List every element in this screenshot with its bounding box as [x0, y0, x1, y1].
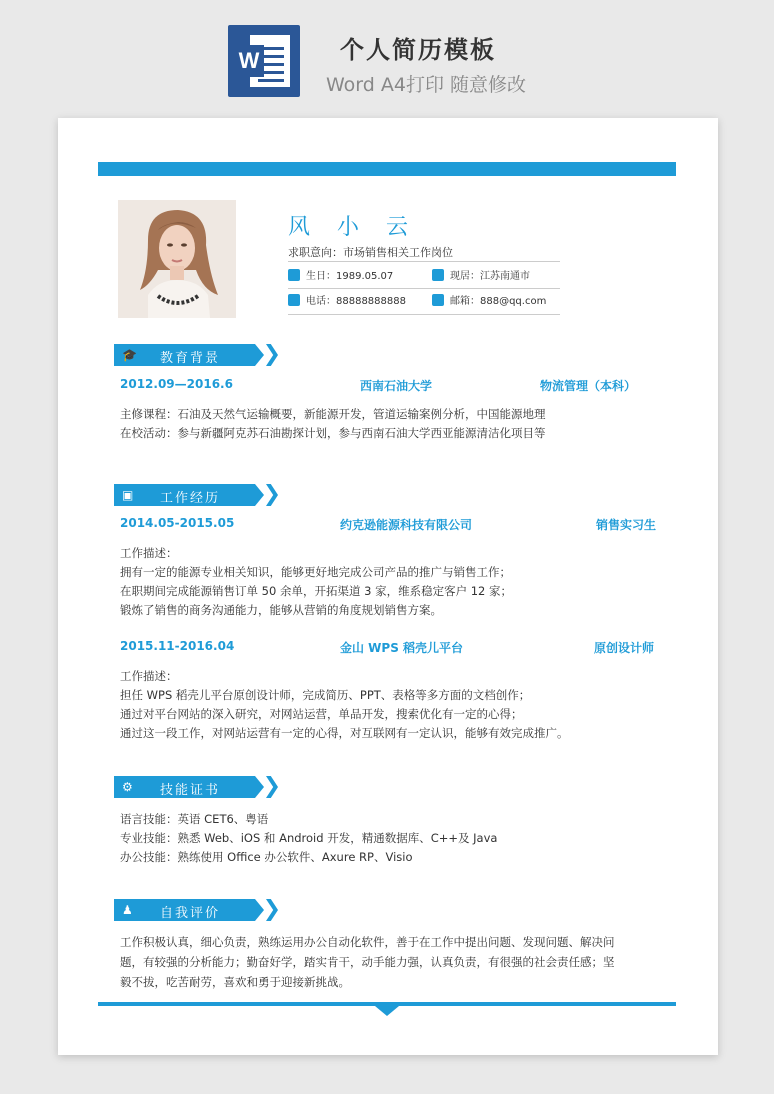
- gear-icon: ⚙: [122, 780, 133, 794]
- job-intent: 求职意向：市场销售相关工作岗位: [288, 246, 453, 259]
- portrait-image: [118, 200, 236, 318]
- education-period: 2012.09—2016.6: [120, 377, 233, 391]
- job-description: 工作描述： 拥有一定的能源专业相关知识，能够更好地完成公司产品的推广与销售工作； 在职期间完成能源销售订单 50 余单，开拓渠道 3 家，维系稳定客户 12 家； 锻炼了销售的商务沟通能力，能够从营销的角度规划销售方案。: [120, 546, 513, 617]
- phone-info: [288, 294, 406, 310]
- education-major: 物流管理（本科）: [540, 379, 637, 393]
- divider: [288, 261, 560, 262]
- page-title: 个人简历模板: [340, 36, 496, 64]
- job-description: 工作描述： 担任 WPS 稻壳儿平台原创设计师，完成简历、PPT、表格等多方面的文档创作； 通过对平台网站的深入研究，对网站运营，单品开发，搜索优化有一定的心得； 通过这一段工作，对网站运营有一定的心得，对互联网有一定认识，能够有效完成推广。: [120, 669, 569, 740]
- phone-text: 电话：88888888888: [306, 296, 406, 307]
- avatar-photo: [118, 200, 236, 318]
- birth-info: [288, 269, 393, 285]
- section-education-heading: 🎓 教育背景: [114, 344, 284, 366]
- education-row: [120, 377, 660, 393]
- job-company: 约克逊能源科技有限公司: [340, 518, 473, 532]
- education-school: 西南石油大学: [360, 379, 433, 393]
- divider: [288, 314, 560, 315]
- residence-text: 现居：江苏南通市: [450, 271, 530, 282]
- self-eval-details: 工作积极认真，细心负责，熟练运用办公自动化软件，善于在工作中提出问题、发现问题、解决问 题，有较强的分析能力；勤奋好学，踏实肯干，动手能力强，认真负责，有很强的社会责任感；坚 毅不拔，吃苦耐劳，喜欢和勇于迎接新挑战。: [120, 935, 615, 989]
- email-text: 邮箱：888@qq.com: [450, 296, 547, 307]
- home-icon: [432, 269, 444, 281]
- job-row: [120, 516, 660, 532]
- residence-info: [432, 269, 530, 285]
- candidate-name: 风 小 云: [288, 215, 418, 240]
- top-accent-bar: [98, 162, 676, 176]
- birth-text: 生日：1989.05.07: [306, 271, 394, 282]
- education-details: 主修课程：石油及天然气运输概要，新能源开发，管道运输案例分析，中国能源地理 在校活动：参与新疆阿克苏石油勘探计划，参与西南石油大学西亚能源清洁化项目等: [120, 407, 546, 440]
- job-period: 2015.11-2016.04: [120, 639, 235, 653]
- section-work-heading: ▣ 工作经历: [114, 484, 284, 506]
- person-icon: ♟: [122, 903, 133, 917]
- bottom-arrow-marker: [375, 1006, 399, 1016]
- job-company: 金山 WPS 稻壳儿平台: [340, 641, 464, 655]
- envelope-icon: [432, 294, 444, 306]
- briefcase-icon: ▣: [122, 488, 134, 502]
- email-info: [432, 294, 546, 310]
- graduation-cap-icon: 🎓: [122, 348, 137, 362]
- resume-page: [58, 118, 718, 1055]
- section-skills-heading: ⚙ 技能证书: [114, 776, 284, 798]
- page-subtitle: Word A4打印 随意修改: [326, 74, 527, 96]
- job-row: [120, 639, 660, 655]
- section-self-eval-heading: ♟ 自我评价: [114, 899, 284, 921]
- skills-details: 语言技能：英语 CET6、粤语 专业技能：熟悉 Web、iOS 和 Android 开发，精通数据库、C++及 Java 办公技能：熟练使用 Office 办公软件、Axure RP、Visio: [120, 812, 498, 864]
- divider: [288, 288, 560, 289]
- word-letter: W: [234, 45, 264, 77]
- job-role: 原创设计师: [594, 641, 655, 655]
- job-period: 2014.05-2015.05: [120, 516, 235, 530]
- job-role: 销售实习生: [596, 518, 657, 532]
- calendar-person-icon: [288, 269, 300, 281]
- phone-icon: [288, 294, 300, 306]
- word-app-icon: [228, 25, 300, 97]
